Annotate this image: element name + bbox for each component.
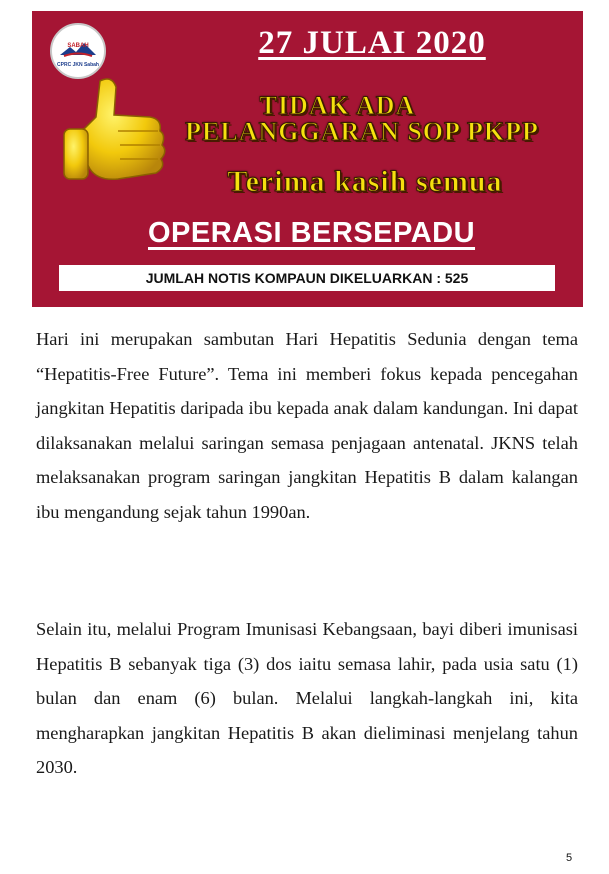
paragraph-immunisation: Selain itu, melalui Program Imunisasi Kebangsaan, bayi diberi imunisasi Hepatitis B sebanyak tiga (3) dos iaitu semasa lahir, pada usia satu (1) bulan dan enam (6) bulan. Melalui langkah-langkah ini, kita mengharapkan jangkitan Hepatitis B akan dieliminasi menjelang tahun 2030. (36, 619, 578, 777)
thanks-message: Terima kasih semua (227, 165, 503, 198)
banner-date: 27 JULAI 2020 (258, 25, 486, 61)
compound-notice-count: JUMLAH NOTIS KOMPAUN DIKELUARKAN : 525 (59, 265, 555, 291)
announcement-banner (32, 11, 583, 307)
paragraph-hepatitis-day: Hari ini merupakan sambutan Hari Hepatitis Sedunia dengan tema “Hepatitis-Free Future”. Tema ini memberi fokus kepada pencegahan jangkitan Hepatitis daripada ibu kepada anak dalam kandungan. Ini dapat dilaksanakan melalui saringan semasa penjagaan antenatal. JKNS telah melaksanakan program saringan jangkitan Hepatitis B dalam kalangan ibu mengandung sejak tahun 1990an. (36, 329, 578, 522)
logo-bottom-text: CPRC JKN Sabah (57, 62, 99, 68)
logo-top-text: SABAH (67, 43, 89, 49)
operation-title: OPERASI BERSEPADU (148, 217, 476, 249)
headline-line-1: TIDAK ADA (259, 91, 416, 120)
page-number: 5 (566, 852, 573, 864)
headline-line-2: PELANGGARAN SOP PKPP (185, 117, 539, 146)
